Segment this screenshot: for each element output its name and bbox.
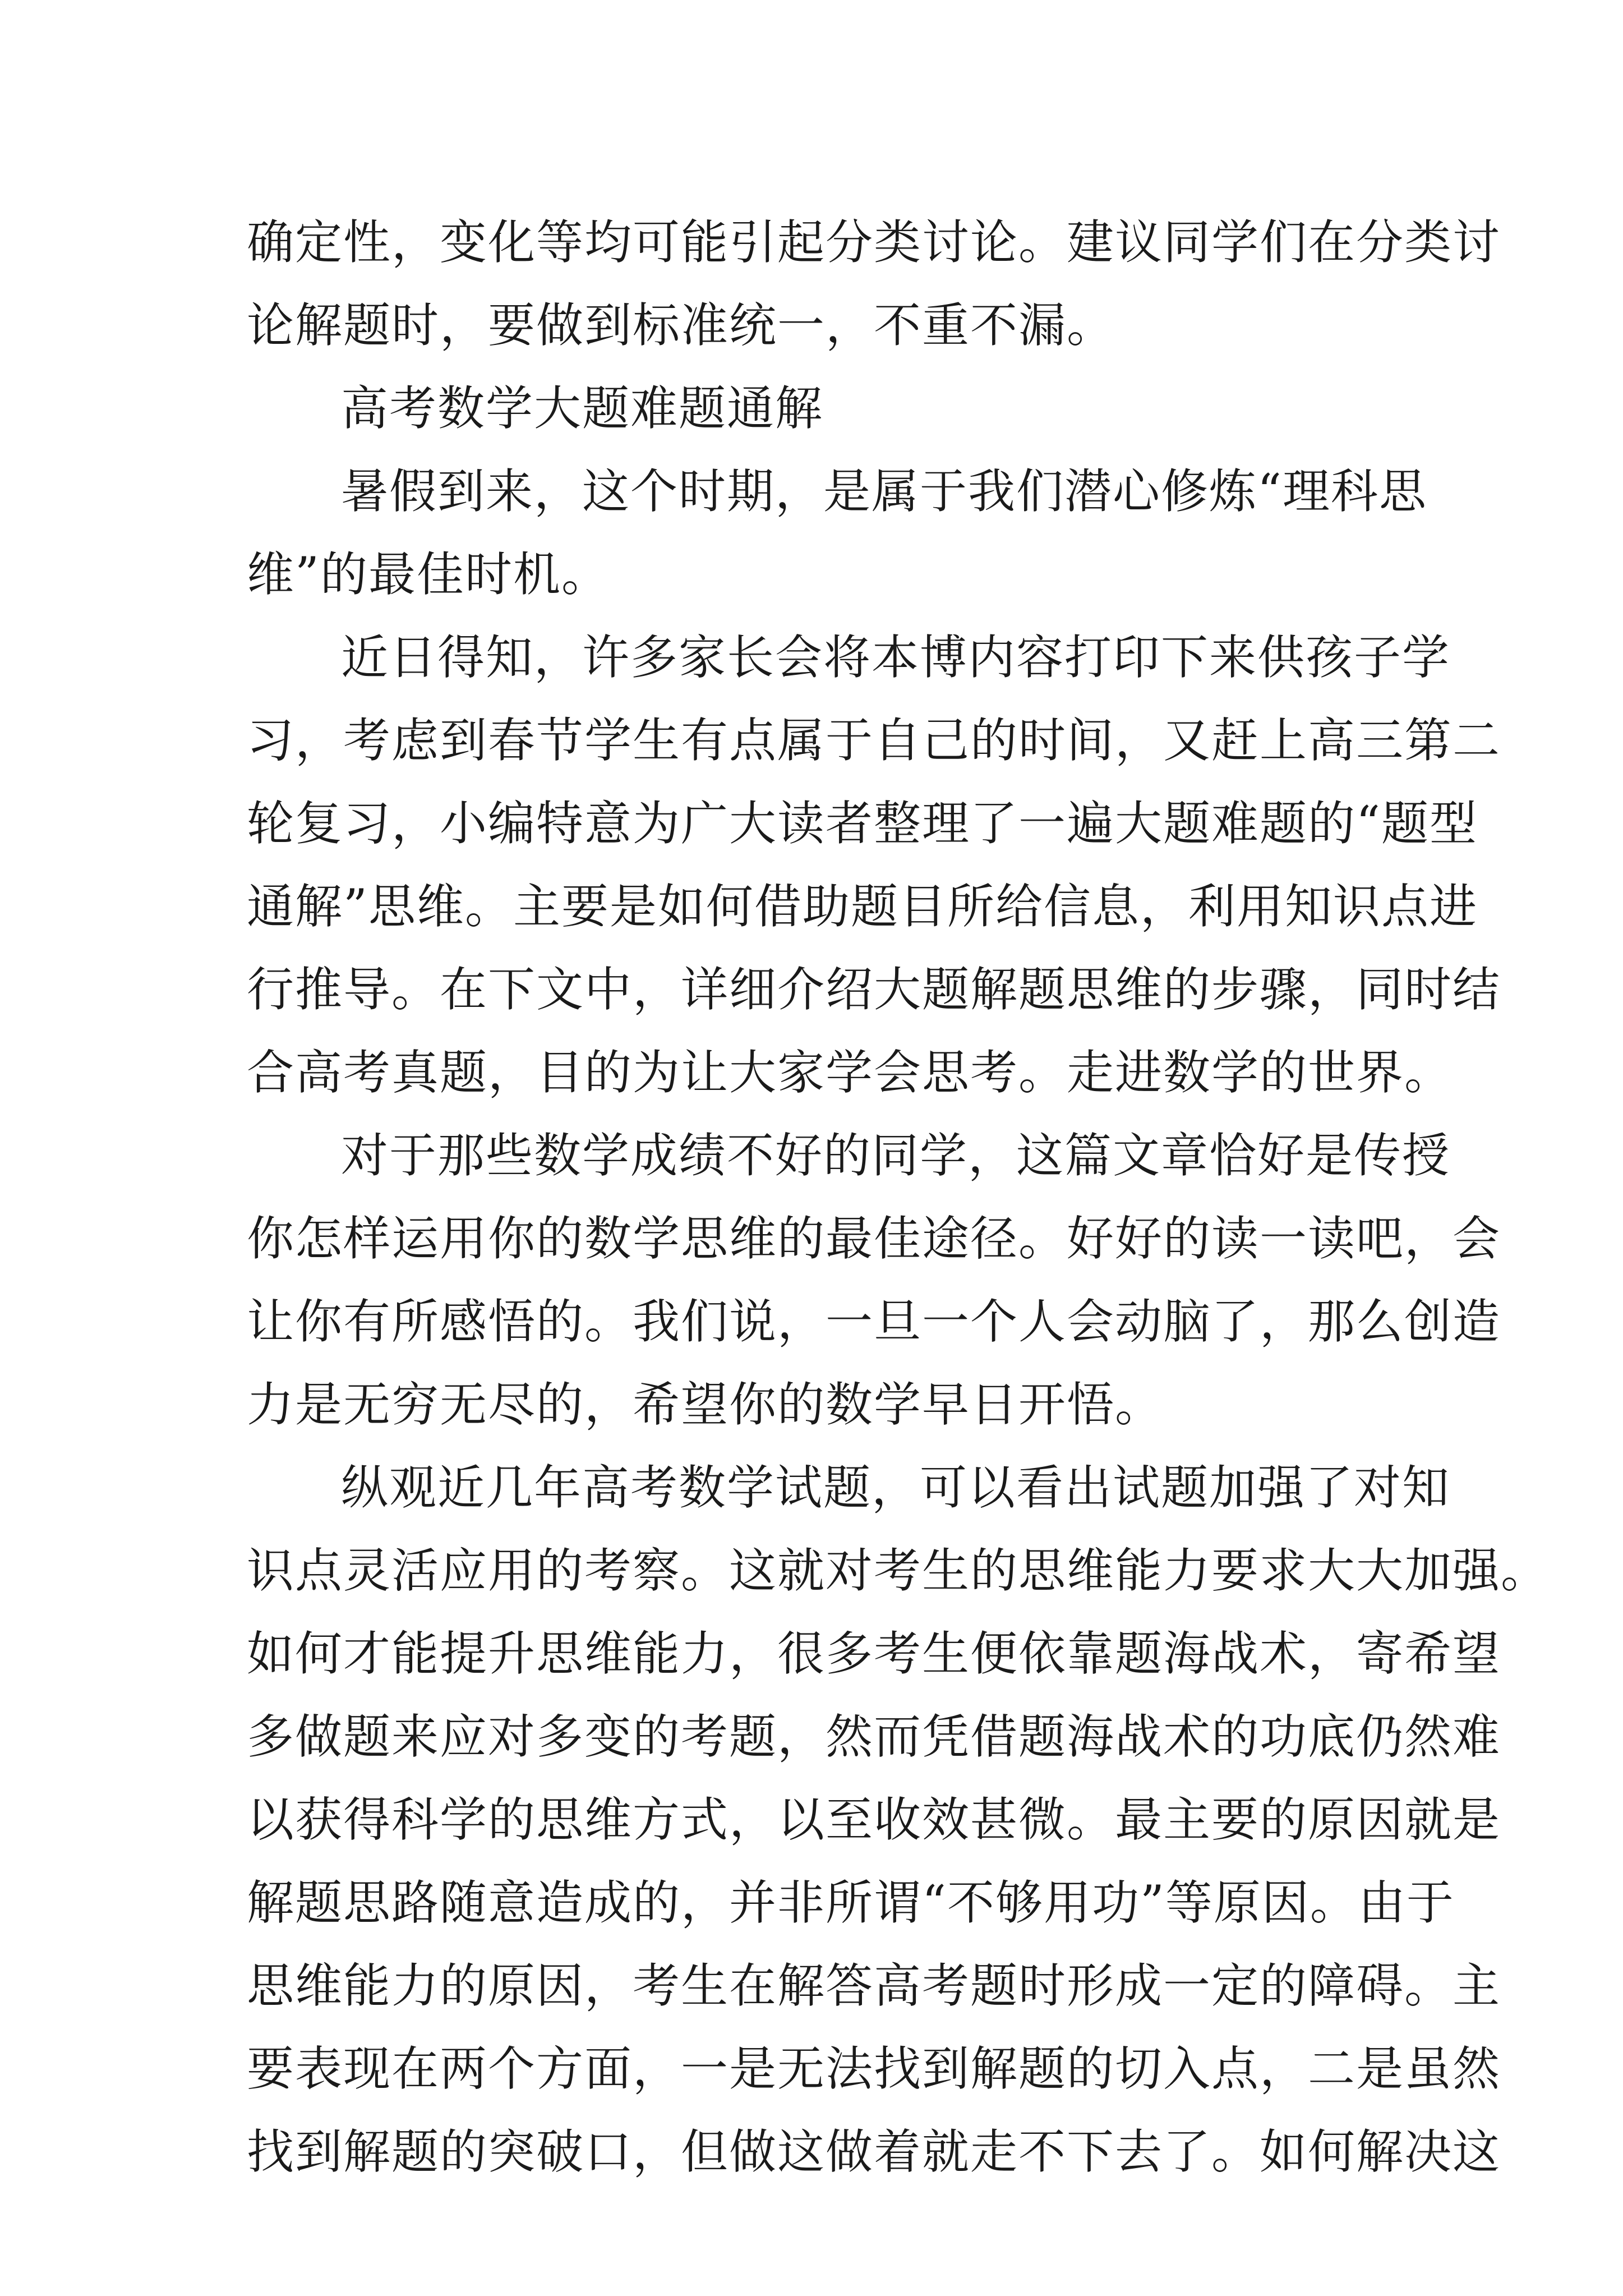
text-line: 行推导。在下文中，详细介绍大题解题思维的步骤，同时结 [247, 962, 1501, 1017]
text-line: 解题思路随意造成的，并非所谓“不够用功”等原因。由于 [247, 1875, 1455, 1930]
text-line: 维”的最佳时机。 [247, 547, 610, 602]
text-line: 思维能力的原因，考生在解答高考题时形成一定的障碍。主 [247, 1958, 1501, 2013]
text-line: 你怎样运用你的数学思维的最佳途径。好好的读一读吧，会 [247, 1211, 1501, 1266]
text-line: 找到解题的突破口，但做这做着就走不下去了。如何解决这 [247, 2124, 1501, 2179]
text-line: 轮复习，小编特意为广大读者整理了一遍大题难题的“题型 [247, 796, 1478, 851]
text-line: 力是无穷无尽的，希望你的数学早日开悟。 [247, 1377, 1164, 1432]
text-line: 近日得知，许多家长会将本博内容打印下来供孩子学 [341, 630, 1451, 685]
text-line: 多做题来应对多变的考题，然而凭借题海战术的功底仍然难 [247, 1709, 1501, 1764]
text-line: 纵观近几年高考数学试题，可以看出试题加强了对知 [341, 1460, 1451, 1515]
text-line: 要表现在两个方面，一是无法找到解题的切入点，二是虽然 [247, 2041, 1501, 2096]
text-line: 对于那些数学成绩不好的同学，这篇文章恰好是传授 [341, 1128, 1451, 1183]
text-line: 让你有所感悟的。我们说，一旦一个人会动脑了，那么创造 [247, 1294, 1501, 1349]
text-line: 确定性，变化等均可能引起分类讨论。建议同学们在分类讨 [247, 215, 1501, 270]
text-line: 通解”思维。主要是如何借助题目所给信息，利用知识点进 [247, 879, 1478, 934]
document-body [247, 201, 1550, 2193]
text-line: 如何才能提升思维能力，很多考生便依靠题海战术，寄希望 [247, 1626, 1501, 1681]
text-line: 合高考真题，目的为让大家学会思考。走进数学的世界。 [247, 1045, 1453, 1100]
text-line: 暑假到来，这个时期，是属于我们潜心修炼“理科思 [341, 464, 1427, 519]
text-line: 识点灵活应用的考察。这就对考生的思维能力要求大大加强。 [247, 1543, 1550, 1598]
section-heading: 高考数学大题难题通解 [341, 381, 824, 436]
text-line: 习，考虑到春节学生有点属于自己的时间，又赶上高三第二 [247, 713, 1501, 768]
text-line: 论解题时，要做到标准统一，不重不漏。 [247, 298, 1115, 353]
text-line: 以获得科学的思维方式，以至收效甚微。最主要的原因就是 [247, 1792, 1501, 1847]
